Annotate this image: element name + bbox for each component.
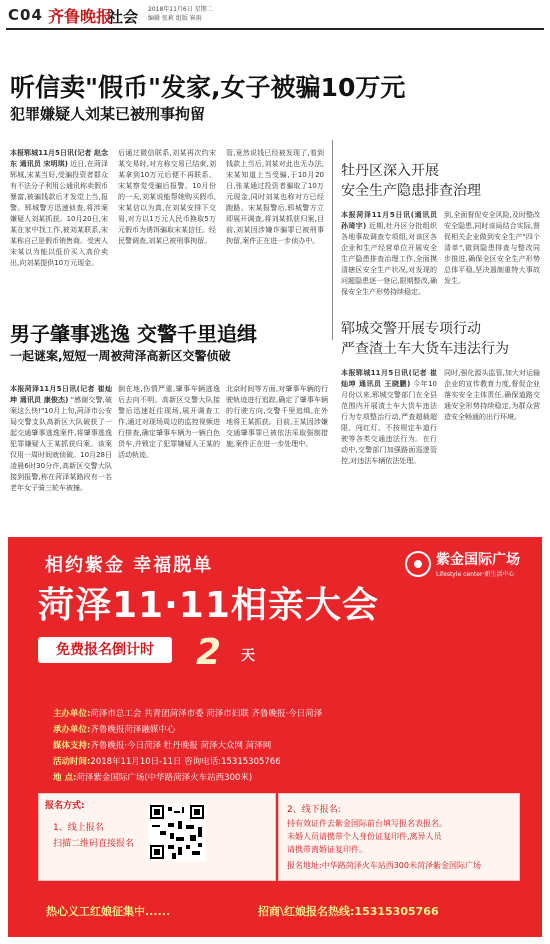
story4-headline2: 严查渣土车大货车违法行为 (341, 341, 509, 357)
ad-title: 菏泽11·11相亲大会 (38, 585, 379, 626)
ad-line-organizer (53, 707, 322, 719)
story3-col2: 倒在地,伤情严重,肇事车辆逃逸后去向不明。高新区交警大队接警后迅速赶往现场,展开调查工作,通过对现场周边的监控视频进行排查,确定肇事车辆为一辆白色货车,并锁定了犯罪嫌疑人王某的活动轨迹。 (118, 385, 220, 459)
story4-byline: 本报郓城11月5日讯(记者 崔灿坤 通讯员 王晓鹏) (341, 369, 437, 388)
venue-logo-icon (404, 549, 432, 579)
story3-headline: 男子肇事逃逸 交警千里追缉 (10, 322, 257, 346)
column-divider (332, 140, 333, 340)
qr-code[interactable] (148, 803, 206, 861)
ad-reg-offline-address: 报名地址:中华路菏泽火车站西300米菏泽紫金国际广场 (287, 861, 481, 870)
story2-col2: 到,全面督促安全风险,及时整改安全隐患,同时该局结合实际,督促相关企业做到安全生产"四个清单",做到隐患排查与整改同步推进,确保全区安全生产形势总体平稳,坚决遏制重特大事故发生。 (444, 211, 540, 285)
story1-col2: 后通过微信联系,刘某再次约宋某交易时,对方称交易已结束,刘某拿到10万元后便不再联系。宋某察觉受骗后报警。10月份的一天,刘某说能帮她购买假币,宋某信以为真,在刘某安排下交易,对方以1万元人民币换取5万元假币为诱饵骗取宋某信任。经民警调查,刘某已被刑事拘留。 (118, 149, 216, 245)
ad-reg-title: 报名方式: (45, 801, 85, 811)
story3-col3: 北京时间等方面,对肇事车辆的行驶轨迹进行追踪,确定了肇事车辆的行驶方向,交警千里追缉,在外地将王某抓获。目前,王某因涉嫌交通肇事罪已被依法采取强制措施,案件正在进一步处理中。 (226, 385, 328, 448)
story2-headline2: 安全生产隐患排查治理 (341, 183, 481, 199)
ad-reg-online-desc: 扫描二维码直接报名 (53, 839, 135, 849)
ad-line-value: 齐鲁晚报·今日菏泽 牡丹晚报 菏泽大众网 菏泽网 (90, 741, 272, 751)
ad-line-label: 活动时间: (53, 757, 91, 767)
advertisement[interactable] (8, 537, 542, 937)
ad-countdown-unit: 天 (241, 648, 255, 664)
story1-col1-text: 近日,在菏泽郓城,宋某当好,受骗投资者群众有不法分子利用公通讯称卖假币暴富,被骗钱款后才发觉上当,报警。郓城警方迅速侦查,将涉案嫌疑人刘某抓获。10月20日,宋某在家中找工作,被刘某联系,宋某称自己是假币销售商。受害人宋某以为能以低价买入高价卖出,向刘某提供10万元现金。 (10, 160, 108, 267)
venue-logo (404, 547, 536, 583)
ad-line-value: 菏泽市总工会 共青团菏泽市委 菏泽市妇联 齐鲁晚报·今日菏泽 (90, 709, 323, 719)
ad-reg-offline-line: 请携带离婚证复印件。 (287, 845, 367, 854)
ad-line-undertaker (53, 723, 175, 735)
ad-footer-left: 热心义工红娘征集中...... (46, 905, 171, 918)
ad-reg-offline-line: 持有效证件去紫金国际前台填写报名表报名。 (287, 819, 447, 828)
ad-line-value: 菏泽紫金国际广场(中华路菏泽火车站西300米) (76, 773, 253, 783)
story3-byline: 本报菏泽11月5日讯(记者 崔灿坤 通讯员 康俊杰) (10, 385, 112, 404)
ad-reg-online: 1、线上报名 (53, 823, 104, 833)
ad-line-label: 地 点: (53, 773, 77, 783)
story2-col1-text: 近期,牡丹区分批组织各地事故调查专项组,对该区各企业和生产经营单位开展安全生产隐患排查治理工作,全面摸清辖区安全生产状况,对发现的问题隐患逐一登记,限期整改,确保安全生产形势持续稳定。 (341, 222, 437, 296)
venue-logo-text: 紫金国际广场 (436, 552, 520, 568)
ad-offline-box (278, 793, 520, 881)
ad-countdown-label: 免费报名倒计时 (38, 637, 172, 663)
ad-countdown-value: 2 (196, 632, 222, 673)
header-rule (6, 28, 544, 30)
story1-col3: 管,竟然说钱已经被发现了,看到钱款上当后,刘某对此也无办法,宋某知道上当受骗,于10月20日,张某通过投资者骗取了10万元现金,同时刘某也称对方已经跑路。宋某报警后,郓城警方立即展开调查,将刘某抓获归案,目前,刘某因涉嫌诈骗罪已被刑事拘留,案件正在进一步侦办中。 (226, 149, 324, 245)
ad-slogan: 相约紫金 幸福脱单 (45, 555, 214, 576)
story3-subhead: 一起谜案,短短一周被菏泽高新区交警侦破 (10, 349, 231, 363)
ad-line-media (53, 739, 271, 751)
ad-line-value: 齐鲁晚报菏泽融媒中心 (90, 725, 176, 735)
story1-byline: 本报郓城11月5日讯(记者 赵念东 通讯员 宋明琪) (10, 149, 108, 168)
venue-logo-sub: Lifestyle center·新生活中心 (436, 571, 515, 578)
ad-reg-offline: 2、线下报名: (287, 805, 341, 815)
story1-subhead: 犯罪嫌疑人刘某已被刑事拘留 (10, 105, 206, 123)
story4-col2: 同时,强化源头监管,加大对运输企业的宣传教育力度,督促企业落实安全主体责任,确保道路交通安全形势持续稳定,为群众营造安全畅通的出行环境。 (444, 369, 540, 421)
ad-footer-hotline[interactable]: 招商\红娘报名热线:15315305766 (258, 905, 439, 918)
ad-line-venue (53, 771, 252, 783)
story4-headline: 郓城交警开展专项行动 (341, 321, 481, 337)
header-meta (148, 5, 213, 23)
story4-col1 (341, 368, 437, 526)
page-number: C04 (8, 6, 43, 24)
ad-line-label: 主办单位: (53, 709, 91, 719)
ad-line-label: 媒体支持: (53, 741, 91, 751)
newspaper-logo: 齐鲁晚报 (48, 7, 113, 26)
story2-byline: 本报菏泽11月5日讯(通讯员 孙琦宇) (341, 211, 437, 230)
story4-col1-text: 今年10月份以来,郓城交警部门在全县范围内开展渣土车大货车违法行为专项整治行动,严查超载超限、闯红灯、不按规定车道行驶等各类交通违法行为。在行动中,交警部门加强路面巡逻管控,对违法车辆依法处理。 (341, 380, 437, 465)
header-editors: 编辑 张莉 组版 崔雨 (148, 15, 202, 22)
ad-line-time (53, 755, 281, 767)
section-title: 社会 (108, 8, 139, 26)
story3-col1 (10, 384, 112, 524)
qr-code-image (148, 803, 206, 861)
ad-line-label: 承办单位: (53, 725, 91, 735)
ad-reg-offline-line: 未婚人员请携带个人身份证复印件,离异人员 (287, 832, 442, 841)
story2-headline: 牡丹区深入开展 (341, 163, 439, 179)
header-date: 2018年11月6日 星期二 (148, 6, 213, 13)
story3-col1-text: "感谢交警,破案这么快!"10月上旬,菏泽市公安局交警支队高新区大队破获了一起交通肇事逃逸案件,将肇事逃逸犯罪嫌疑人王某抓获归案。该案仅用一周时间就侦破。10月28日凌晨6时30分许,高新区交警大队接到报警,称在菏泽某路段有一名老年女子骑三轮车被撞。 (10, 396, 112, 492)
story1-headline: 听信卖"假币"发家,女子被骗10万元 (10, 73, 406, 102)
ad-line-value: 2018年11月10日-11日 咨询电话:15315305766 (90, 757, 281, 767)
